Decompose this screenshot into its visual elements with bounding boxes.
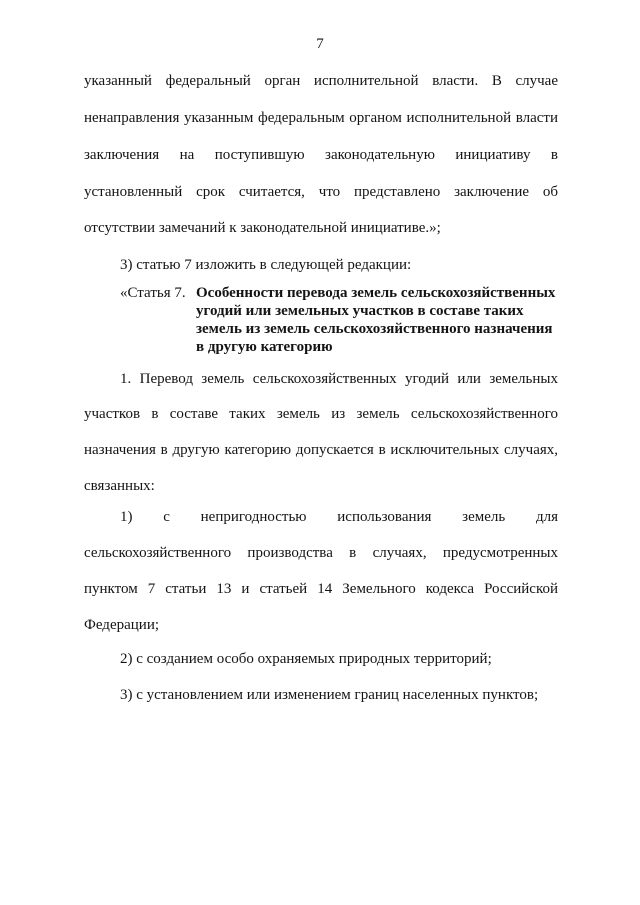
text-line: установленный срок считается, что представлено заключение об [84, 184, 558, 200]
text-line: назначения в другую категорию допускается в исключительных случаях, [84, 442, 558, 458]
text-line: Федерации; [84, 617, 160, 633]
text-line: пунктом 7 статьи 13 и статьей 14 Земельного кодекса Российской [84, 581, 558, 597]
text-line: 1. Перевод земель сельскохозяйственных угодий или земельных [120, 371, 558, 387]
article-number: «Статья 7. [120, 285, 186, 301]
text-line: ненаправления указанным федеральным органом исполнительной власти [84, 110, 558, 126]
text-line: сельскохозяйственного производства в случаях, предусмотренных [84, 545, 558, 561]
text-line: указанный федеральный орган исполнительной власти. В случае [84, 73, 558, 89]
text-line: 1) с непригодностью использования земель для [120, 509, 558, 525]
article-title-line: угодий или земельных участков в составе таких [196, 303, 524, 319]
text-line: участков в составе таких земель из земель сельскохозяйственного [84, 406, 558, 422]
text-line: связанных: [84, 478, 155, 494]
article-title-line: земель из земель сельскохозяйственного назначения [196, 321, 553, 337]
article-title-line: Особенности перевода земель сельскохозяйственных [196, 285, 556, 301]
article-title-line: в другую категорию [196, 339, 333, 355]
list-item-3: 3) с установлением или изменением границ населенных пунктов; [120, 687, 539, 703]
amendment-paragraph: 3) статью 7 изложить в следующей редакции: [120, 257, 412, 273]
text-line: заключения на поступившую законодательную инициативу в [84, 147, 558, 163]
text-line: отсутствии замечаний к законодательной инициативе.»; [84, 220, 441, 236]
list-item-2: 2) с созданием особо охраняемых природных территорий; [120, 651, 492, 667]
page-number: 7 [316, 36, 324, 52]
